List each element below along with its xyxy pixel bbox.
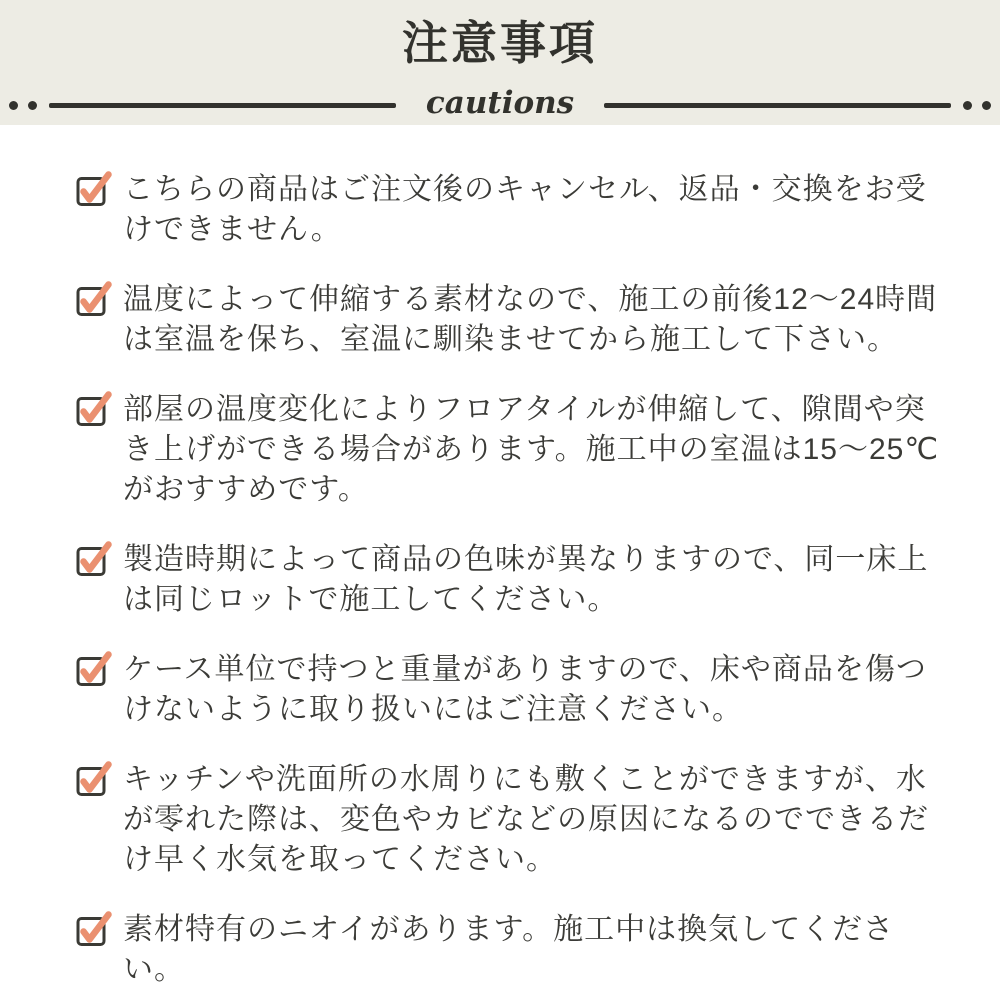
caution-item xyxy=(76,280,940,360)
checked-checkbox-icon xyxy=(76,542,110,576)
caution-text: こちらの商品はご注文後のキャンセル、返品・交換をお受けできません。 xyxy=(123,173,927,246)
checked-checkbox-icon xyxy=(76,172,110,206)
header xyxy=(0,0,1000,125)
checked-checkbox-icon xyxy=(76,392,110,426)
divider-line-left xyxy=(49,103,396,108)
caution-item xyxy=(76,760,940,880)
dot-icon xyxy=(963,101,972,110)
divider-line-right xyxy=(604,103,951,108)
divider xyxy=(0,87,1000,123)
checked-checkbox-icon xyxy=(76,912,110,946)
checked-checkbox-icon xyxy=(76,762,110,796)
dot-icon xyxy=(28,101,37,110)
caution-text: 温度によって伸縮する素材なので、施工の前後12〜24時間は室温を保ち、室温に馴染ませてから施工して下さい。 xyxy=(123,283,938,356)
caution-item xyxy=(76,170,940,250)
caution-text: 製造時期によって商品の色味が異なりますので、同一床上は同じロットで施工してください。 xyxy=(123,543,929,616)
caution-text: キッチンや洗面所の水周りにも敷くことができますが、水が零れた際は、変色やカビなどの原因になるのでできるだけ早く水気を取ってください。 xyxy=(123,763,929,876)
caution-text: ケース単位で持つと重量がありますので、床や商品を傷つけないように取り扱いにはご注意ください。 xyxy=(123,653,927,726)
caution-item xyxy=(76,390,940,510)
caution-text: 素材特有のニオイがあります。施工中は換気してください。 xyxy=(123,913,895,986)
caution-item xyxy=(76,650,940,730)
subtitle: cautions xyxy=(425,85,575,121)
caution-list xyxy=(0,125,1000,990)
caution-item xyxy=(76,540,940,620)
caution-item xyxy=(76,910,940,990)
dot-icon xyxy=(982,101,991,110)
caution-text: 部屋の温度変化によりフロアタイルが伸縮して、隙間や突き上げができる場合があります。施工中の室温は15〜25℃がおすすめです。 xyxy=(123,393,940,506)
dot-icon xyxy=(9,101,18,110)
checked-checkbox-icon xyxy=(76,282,110,316)
page-title: 注意事項 xyxy=(402,17,598,69)
checked-checkbox-icon xyxy=(76,652,110,686)
